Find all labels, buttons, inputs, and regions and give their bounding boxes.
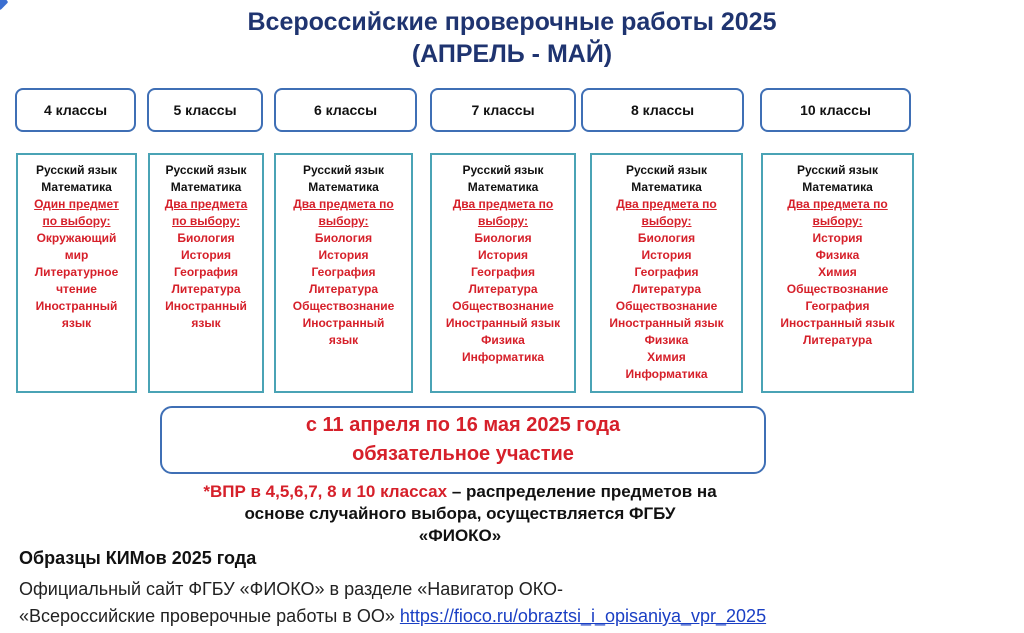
grade-header-10: 10 классы xyxy=(760,88,911,132)
choice-rule: Два предмета по xyxy=(616,197,717,211)
note-line-1: – распределение предметов на xyxy=(447,482,717,501)
elective-subject: Литература xyxy=(468,282,538,296)
choice-rule: по выбору: xyxy=(42,214,111,228)
elective-subject: Физика xyxy=(644,333,689,347)
samples-link[interactable]: https://fioco.ru/obraztsi_i_opisaniya_vpr_2025 xyxy=(399,606,767,626)
elective-subject: Обществознание xyxy=(292,299,395,313)
choice-rule: выбору: xyxy=(641,214,692,228)
elective-subject: Литература xyxy=(308,282,379,296)
grade-header-5: 5 классы xyxy=(147,88,263,132)
choice-rule: выбору: xyxy=(477,214,529,228)
samples-line-1: Официальный сайт ФГБУ «ФИОКО» в разделе «Навигатор ОКО- xyxy=(19,579,563,599)
required-subject: Математика xyxy=(308,180,379,194)
title-line-1: Всероссийские проверочные работы 2025 xyxy=(247,8,777,36)
required-subject: Русский язык xyxy=(796,163,879,177)
elective-subject: чтение xyxy=(56,282,97,296)
elective-subject: язык xyxy=(61,316,92,330)
elective-subject: мир xyxy=(64,248,89,262)
elective-subject: География xyxy=(805,299,870,313)
elective-subject: Иностранный язык xyxy=(445,316,561,330)
required-subject: Русский язык xyxy=(462,163,544,177)
choice-rule: Два предмета xyxy=(164,197,248,211)
choice-rule: по выбору: xyxy=(172,214,240,228)
required-subject: Математика xyxy=(41,180,112,194)
elective-subject: Химия xyxy=(818,265,857,279)
elective-subject: Обществознание xyxy=(786,282,889,296)
elective-subject: Литература xyxy=(802,333,873,347)
grade-header-4: 4 классы xyxy=(15,88,136,132)
elective-subject: География xyxy=(173,265,239,279)
required-subject: Русский язык xyxy=(35,163,118,177)
elective-subject: Обществознание xyxy=(615,299,718,313)
elective-subject: Информатика xyxy=(461,350,545,364)
elective-subject: Литература xyxy=(631,282,702,296)
elective-subject: Иностранный язык xyxy=(780,316,895,330)
elective-subject: История xyxy=(641,248,692,262)
elective-subject: Физика xyxy=(481,333,525,347)
required-subject: Русский язык xyxy=(302,163,385,177)
elective-subject: География xyxy=(634,265,699,279)
elective-subject: Физика xyxy=(815,248,860,262)
elective-subject: Биология xyxy=(177,231,235,245)
grade-header-8: 8 классы xyxy=(581,88,744,132)
elective-subject: Иностранный xyxy=(165,299,247,313)
subjects-column-4 xyxy=(16,153,137,393)
elective-subject: Химия xyxy=(647,350,686,364)
title-line-2: (АПРЕЛЬ - МАЙ) xyxy=(411,40,613,68)
dates-mandatory: обязательное участие xyxy=(352,443,574,465)
dates-period: с 11 апреля по 16 мая 2025 года xyxy=(305,414,621,436)
choice-rule: Один предмет xyxy=(34,197,119,211)
subjects-column-8 xyxy=(590,153,743,393)
elective-subject: язык xyxy=(328,333,359,347)
elective-subject: История xyxy=(812,231,863,245)
required-subject: Математика xyxy=(467,180,539,194)
elective-subject: География xyxy=(311,265,376,279)
samples-line-2: «Всероссийские проверочные работы в ОО» xyxy=(19,606,395,626)
note-highlight: *ВПР в 4,5,6,7, 8 и 10 классах xyxy=(203,482,448,501)
samples-title: Образцы КИМов 2025 года xyxy=(19,548,257,568)
elective-subject: Окружающий xyxy=(36,231,117,245)
elective-subject: История xyxy=(318,248,369,262)
subjects-column-7 xyxy=(430,153,576,393)
elective-subject: Литературное xyxy=(34,265,119,279)
choice-rule: выбору: xyxy=(318,214,369,228)
grade-header-7: 7 классы xyxy=(430,88,576,132)
elective-subject: История xyxy=(180,248,232,262)
required-subject: Математика xyxy=(631,180,702,194)
choice-rule: Два предмета по xyxy=(452,197,554,211)
page-title xyxy=(0,6,1024,70)
choice-rule: Два предмета по xyxy=(787,197,888,211)
elective-subject: Иностранный xyxy=(302,316,385,330)
elective-subject: язык xyxy=(191,316,221,330)
elective-subject: Обществознание xyxy=(452,299,554,313)
required-subject: Математика xyxy=(170,180,242,194)
note-line-2: основе случайного выбора, осуществляется ФГБУ xyxy=(244,504,676,523)
note-line-3: «ФИОКО» xyxy=(418,526,502,545)
grade-header-6: 6 классы xyxy=(274,88,417,132)
elective-subject: История xyxy=(477,248,529,262)
required-subject: Математика xyxy=(802,180,873,194)
choice-rule: Два предмета по xyxy=(293,197,394,211)
elective-subject: География xyxy=(470,265,536,279)
subjects-column-10 xyxy=(761,153,914,393)
subjects-column-6 xyxy=(274,153,413,393)
elective-subject: Информатика xyxy=(625,367,708,381)
elective-subject: Биология xyxy=(314,231,373,245)
choice-rule: выбору: xyxy=(812,214,863,228)
dates-box xyxy=(160,406,766,474)
elective-subject: Иностранный язык xyxy=(609,316,724,330)
distribution-note xyxy=(150,481,770,547)
elective-subject: Биология xyxy=(637,231,696,245)
subjects-column-5 xyxy=(148,153,264,393)
required-subject: Русский язык xyxy=(165,163,247,177)
elective-subject: Иностранный xyxy=(35,299,118,313)
required-subject: Русский язык xyxy=(625,163,708,177)
elective-subject: Биология xyxy=(474,231,532,245)
elective-subject: Литература xyxy=(171,282,241,296)
samples-text xyxy=(19,576,1019,630)
